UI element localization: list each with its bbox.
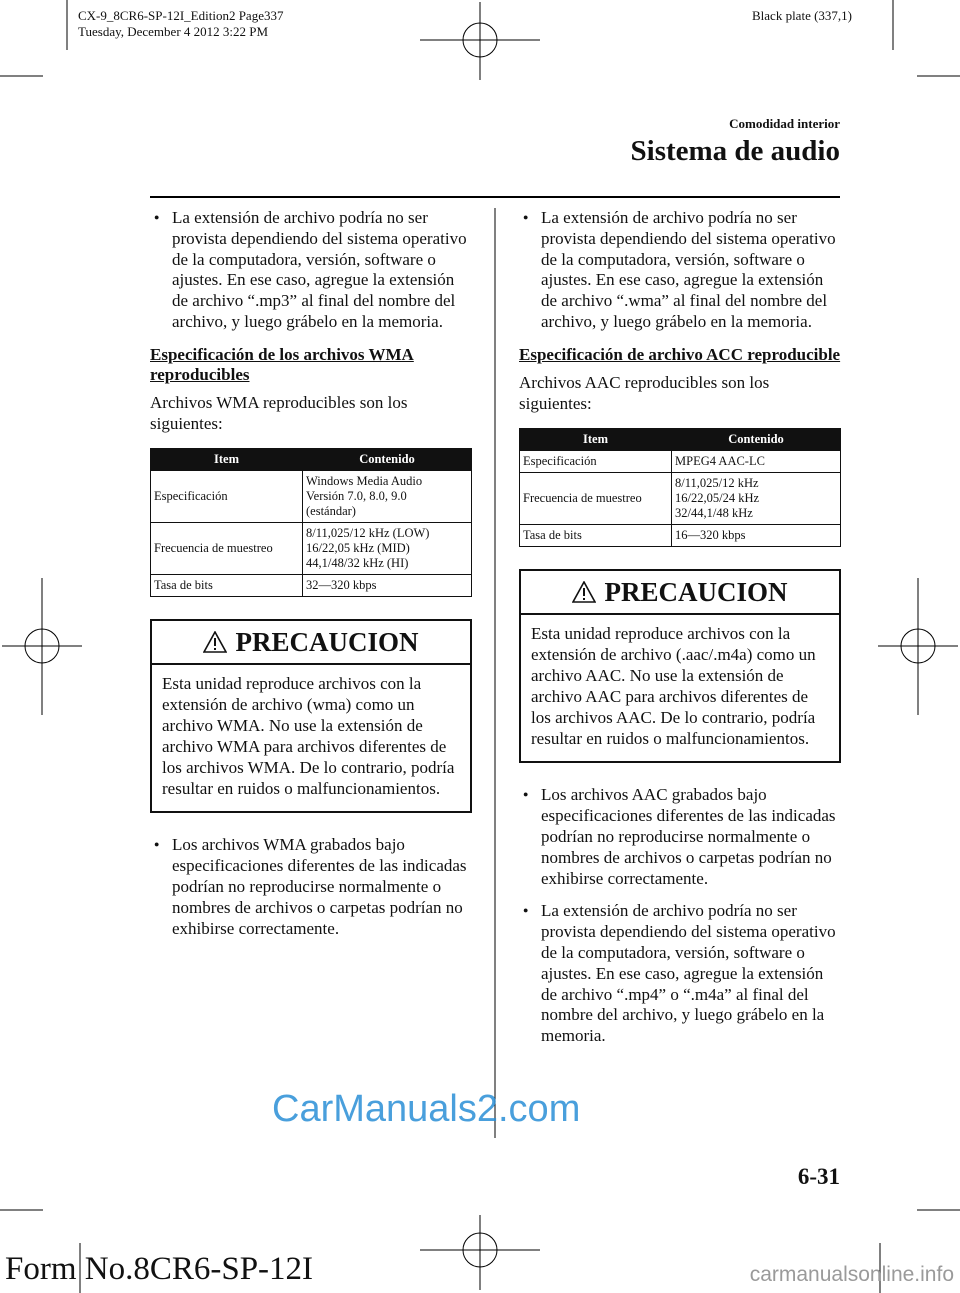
- list-item: ● La extensión de archivo podría no ser provista dependiendo del sistema operativo de la computadora, versión, software o ajustes. En ese caso, agregue la extensión de archivo “.mp3” al final del nombre del archivo, y luego grábelo en la memoria.: [150, 208, 472, 333]
- table-header-content: Contenido: [303, 449, 472, 471]
- plate-info: [78, 8, 283, 40]
- left-column: [150, 208, 472, 951]
- table-header-item: Item: [151, 449, 303, 471]
- warning-icon: [203, 631, 227, 653]
- table-row: Frecuencia de muestreo 8/11,025/12 kHz (LOW) 16/22,05 kHz (MID) 44,1/48/32 kHz (HI): [151, 523, 472, 575]
- caution-text: Esta unidad reproduce archivos con la extensión de archivo (wma) como un archivo WMA. No use la extensión de archivo WMA para archivos diferentes de los archivos WMA. De lo contrario, podría resultar en ruidos o malfuncionamientos.: [162, 674, 455, 799]
- table-header-item: Item: [520, 429, 672, 451]
- table-row: Tasa de bits 32―320 kbps: [151, 575, 472, 597]
- table-header-content: Contenido: [672, 429, 841, 451]
- page-number: 6-31: [797, 1164, 840, 1189]
- list-item: ● Los archivos AAC grabados bajo especificaciones diferentes de las indicadas podrían no reproducirse normalmente o nombres de archivos o carpetas podrían no exhibirse correctamente.: [519, 785, 841, 889]
- paragraph: Archivos AAC reproducibles son los siguientes:: [519, 372, 770, 413]
- caution-text: Esta unidad reproduce archivos con la extensión de archivo (.aac/.m4a) como un archivo AAC. No use la extensión de archivo AAC para archivos diferentes de los archivos AAC. De lo contrario, podría resultar en ruidos o malfuncionamientos.: [531, 624, 816, 749]
- warning-icon: [572, 581, 596, 603]
- aac-spec-table: [519, 428, 841, 547]
- table-row: Especificación Windows Media Audio Versión 7.0, 8.0, 9.0 (estándar): [151, 471, 472, 523]
- section-title: Sistema de audio: [630, 135, 840, 167]
- caution-heading: PRECAUCION: [521, 571, 839, 615]
- wma-spec-table: [150, 448, 472, 597]
- plate-line-1: CX-9_8CR6-SP-12I_Edition2 Page337: [78, 8, 284, 23]
- list-item: ● Los archivos WMA grabados bajo especificaciones diferentes de las indicadas podrían no reproducirse normalmente o nombres de archivos o carpetas podrían no exhibirse correctamente.: [150, 835, 472, 939]
- watermark-carmanualsonline[interactable]: carmanualsonline.info: [749, 1263, 954, 1286]
- list-item: ● La extensión de archivo podría no ser provista dependiendo del sistema operativo de la computadora, versión, software o ajustes. En ese caso, agregue la extensión de archivo “.wma” al final del nombre del archivo, y luego grábelo en la memoria.: [519, 208, 841, 333]
- caution-heading: PRECAUCION: [152, 621, 470, 665]
- watermark-carmanuals2[interactable]: CarManuals2.com: [272, 1088, 581, 1130]
- paragraph: Archivos WMA reproducibles son los siguientes:: [150, 392, 408, 433]
- table-row: Especificación MPEG4 AAC-LC: [520, 451, 841, 473]
- table-row: Frecuencia de muestreo 8/11,025/12 kHz 16/22,05/24 kHz 32/44,1/48 kHz: [520, 473, 841, 525]
- right-column: [519, 208, 841, 1059]
- caution-box: [519, 569, 841, 763]
- table-row: Tasa de bits 16―320 kbps: [520, 525, 841, 547]
- black-plate: Black plate (337,1): [752, 8, 852, 23]
- form-number: Form No.8CR6-SP-12I: [5, 1251, 314, 1287]
- plate-line-2: Tuesday, December 4 2012 3:22 PM: [78, 24, 269, 39]
- subheading-aac: Especificación de archivo ACC reproducible: [519, 344, 841, 364]
- subheading-wma: Especificación de los archivos WMA reproducibles: [150, 344, 414, 384]
- chapter-name: Comodidad interior: [729, 116, 840, 131]
- list-item: ● La extensión de archivo podría no ser provista dependiendo del sistema operativo de la computadora, versión, software o ajustes. En ese caso, agregue la extensión de archivo “.mp4” o “.m4a” al final del nombre del archivo, y luego grábelo en la memoria.: [519, 901, 841, 1047]
- caution-box: [150, 619, 472, 813]
